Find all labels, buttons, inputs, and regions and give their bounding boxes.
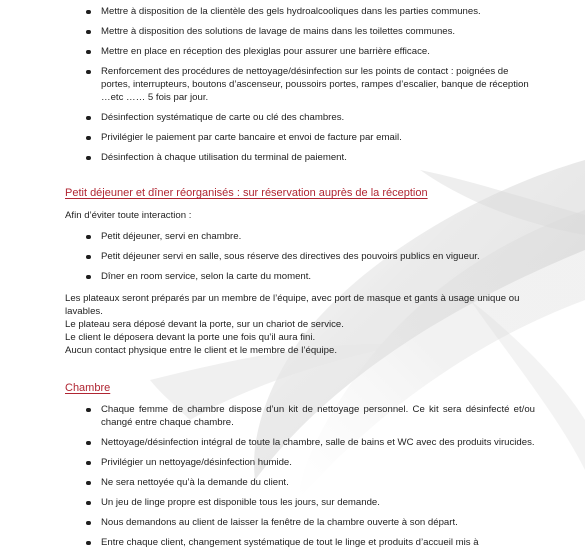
list-item: Chaque femme de chambre dispose d’un kit de nettoyage personnel. Ce kit sera désinfecté et/ou changé entre chaque chambre.: [65, 403, 535, 429]
list-item: Mettre en place en réception des plexiglas pour assurer une barrière efficace.: [65, 45, 535, 58]
list-item: Petit déjeuner, servi en chambre.: [65, 230, 535, 243]
section-heading-breakfast: Petit déjeuner et dîner réorganisés : sur réservation auprès de la réception: [65, 187, 428, 199]
hygiene-measures-list-section: [65, 5, 535, 171]
list-item: Mettre à disposition de la clientèle des gels hydroalcooliques dans les parties communes.: [65, 5, 535, 18]
room-list-block: [65, 403, 535, 556]
paragraph-line: Le client le déposera devant la porte une fois qu’il aura fini.: [65, 332, 316, 343]
paragraph-line: Aucun contact physique entre le client et le membre de l’équipe.: [65, 345, 337, 356]
list-item: Dîner en room service, selon la carte du moment.: [65, 270, 535, 283]
hygiene-measures-list: [65, 5, 535, 164]
list-item: Privilégier un nettoyage/désinfection humide.: [65, 456, 535, 469]
list-item: Nettoyage/désinfection intégral de toute la chambre, salle de bains et WC avec des produits virucides.: [65, 436, 535, 449]
list-item: Renforcement des procédures de nettoyage/désinfection sur les points de contact : poignées de portes, interrupteurs, boutons d’ascenseur, poussoirs portes, rampes d’escalier, banque de réception …etc …… 5 fois par jour.: [65, 65, 535, 104]
list-item: Mettre à disposition des solutions de lavage de mains dans les toilettes communes.: [65, 25, 535, 38]
list-item: Désinfection à chaque utilisation du terminal de paiement.: [65, 151, 535, 164]
breakfast-intro-block: [65, 209, 535, 290]
list-item: Désinfection systématique de carte ou clé des chambres.: [65, 111, 535, 124]
breakfast-dinner-section: [65, 186, 535, 200]
list-item: Entre chaque client, changement systématique de tout le linge et produits d’accueil mis à: [65, 536, 535, 549]
section-heading-room: Chambre: [65, 382, 111, 394]
room-section: [65, 381, 535, 395]
list-item: Ne sera nettoyée qu’à la demande du client.: [65, 476, 535, 489]
breakfast-options-list: [65, 230, 535, 283]
paragraph-line: Le plateau sera déposé devant la porte, sur un chariot de service.: [65, 319, 344, 330]
breakfast-paragraph: [65, 292, 535, 357]
breakfast-intro: Afin d’éviter toute interaction :: [65, 210, 192, 221]
list-item: Petit déjeuner servi en salle, sous réserve des directives des pouvoirs publics en vigueur.: [65, 250, 535, 263]
list-item: Un jeu de linge propre est disponible tous les jours, sur demande.: [65, 496, 535, 509]
room-measures-list: [65, 403, 535, 549]
list-item: Privilégier le paiement par carte bancaire et envoi de facture par email.: [65, 131, 535, 144]
list-item: Nous demandons au client de laisser la fenêtre de la chambre ouverte à son départ.: [65, 516, 535, 529]
paragraph-line: Les plateaux seront préparés par un membre de l’équipe, avec port de masque et gants à usage unique ou lavables.: [65, 293, 520, 317]
